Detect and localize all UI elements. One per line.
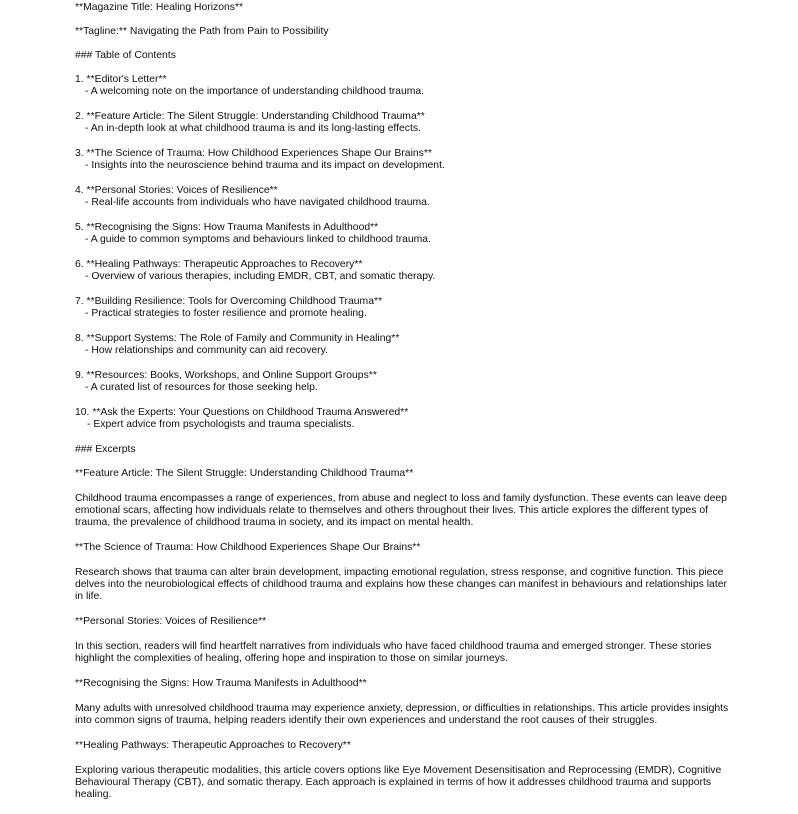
toc-item-description: - Real-life accounts from individuals who have navigated childhood trauma. bbox=[85, 197, 430, 208]
toc-item-title: 3. **The Science of Trauma: How Childhood Experiences Shape Our Brains** bbox=[75, 148, 432, 159]
toc-item-title: 8. **Support Systems: The Role of Family and Community in Healing** bbox=[75, 333, 400, 344]
excerpt-body: Research shows that trauma can alter brain development, impacting emotional regulation, stress response, and cognitive function. This piece delves into the neurobiological effects of childhood trauma and explains how these changes can manifest in behaviours and relationships later in life. bbox=[75, 567, 727, 602]
excerpt-body: In this section, readers will find heartfelt narratives from individuals who have faced childhood trauma and emerged stronger. These stories highlight the complexities of healing, offering hope and inspiration to those on similar journeys. bbox=[75, 641, 712, 664]
excerpt-body: Exploring various therapeutic modalities, this article covers options like Eye Movement Desensitisation and Reprocessing (EMDR), Cognitive Behavioural Therapy (CBT), and somatic therapy. Each approach is explained in terms of how it addresses childhood trauma and supports healing. bbox=[75, 765, 722, 800]
toc-item bbox=[75, 148, 735, 172]
document bbox=[75, 2, 735, 814]
toc-item-description: - A curated list of resources for those seeking help. bbox=[85, 382, 318, 393]
excerpt bbox=[75, 468, 735, 529]
toc-item bbox=[75, 185, 735, 209]
toc-item-title: 5. **Recognising the Signs: How Trauma Manifests in Adulthood** bbox=[75, 222, 379, 233]
toc-item-title: 1. **Editor's Letter** bbox=[75, 74, 167, 85]
excerpt-title: **Feature Article: The Silent Struggle: Understanding Childhood Trauma** bbox=[75, 468, 414, 479]
toc-item-title: 7. **Building Resilience: Tools for Overcoming Childhood Trauma** bbox=[75, 296, 383, 307]
toc-item-description: - A welcoming note on the importance of understanding childhood trauma. bbox=[85, 86, 425, 97]
magazine-title: **Magazine Title: Healing Horizons** bbox=[75, 2, 244, 13]
toc-heading: ### Table of Contents bbox=[75, 50, 176, 61]
excerpt-title: **Recognising the Signs: How Trauma Manifests in Adulthood** bbox=[75, 678, 367, 689]
toc-item-description: - Insights into the neuroscience behind trauma and its impact on development. bbox=[85, 160, 445, 171]
excerpt bbox=[75, 740, 735, 801]
excerpt-body: Childhood trauma encompasses a range of experiences, from abuse and neglect to loss and family dysfunction. These events can leave deep emotional scars, affecting how individuals relate to themselves and others throughout their lives. This article explores the different types of trauma, the prevalence of childhood trauma in society, and its impact on mental health. bbox=[75, 493, 727, 528]
toc-item bbox=[75, 222, 735, 246]
toc-item bbox=[75, 296, 735, 320]
toc-item bbox=[75, 407, 735, 431]
excerpt-body: Many adults with unresolved childhood trauma may experience anxiety, depression, or difficulties in relationships. This article provides insights into common signs of trauma, helping readers identify their own experiences and understand the root causes of their struggles. bbox=[75, 703, 729, 726]
excerpt bbox=[75, 616, 735, 665]
toc-item-title: 4. **Personal Stories: Voices of Resilience** bbox=[75, 185, 278, 196]
toc-item bbox=[75, 74, 735, 98]
excerpt-title: **Personal Stories: Voices of Resilience** bbox=[75, 616, 267, 627]
table-of-contents bbox=[75, 74, 735, 431]
excerpts-heading: ### Excerpts bbox=[75, 444, 136, 455]
excerpt bbox=[75, 678, 735, 727]
excerpt bbox=[75, 542, 735, 603]
excerpt-title: **Healing Pathways: Therapeutic Approaches to Recovery** bbox=[75, 740, 351, 751]
toc-item bbox=[75, 259, 735, 283]
toc-item-title: 10. **Ask the Experts: Your Questions on Childhood Trauma Answered** bbox=[75, 407, 409, 418]
excerpts bbox=[75, 468, 735, 801]
toc-item-description: - Expert advice from psychologists and trauma specialists. bbox=[87, 419, 355, 430]
toc-item bbox=[75, 333, 735, 357]
toc-item-description: - An in-depth look at what childhood trauma is and its long-lasting effects. bbox=[85, 123, 421, 134]
toc-item bbox=[75, 370, 735, 394]
toc-item-description: - Practical strategies to foster resilience and promote healing. bbox=[85, 308, 367, 319]
tagline: **Tagline:** Navigating the Path from Pain to Possibility bbox=[75, 26, 329, 37]
toc-item-description: - How relationships and community can aid recovery. bbox=[85, 345, 328, 356]
toc-item-title: 2. **Feature Article: The Silent Struggle: Understanding Childhood Trauma** bbox=[75, 111, 425, 122]
toc-item-title: 6. **Healing Pathways: Therapeutic Approaches to Recovery** bbox=[75, 259, 363, 270]
excerpt-title: **The Science of Trauma: How Childhood Experiences Shape Our Brains** bbox=[75, 542, 421, 553]
toc-item bbox=[75, 111, 735, 135]
toc-item-title: 9. **Resources: Books, Workshops, and Online Support Groups** bbox=[75, 370, 377, 381]
toc-item-description: - Overview of various therapies, including EMDR, CBT, and somatic therapy. bbox=[85, 271, 436, 282]
toc-item-description: - A guide to common symptoms and behaviours linked to childhood trauma. bbox=[85, 234, 431, 245]
